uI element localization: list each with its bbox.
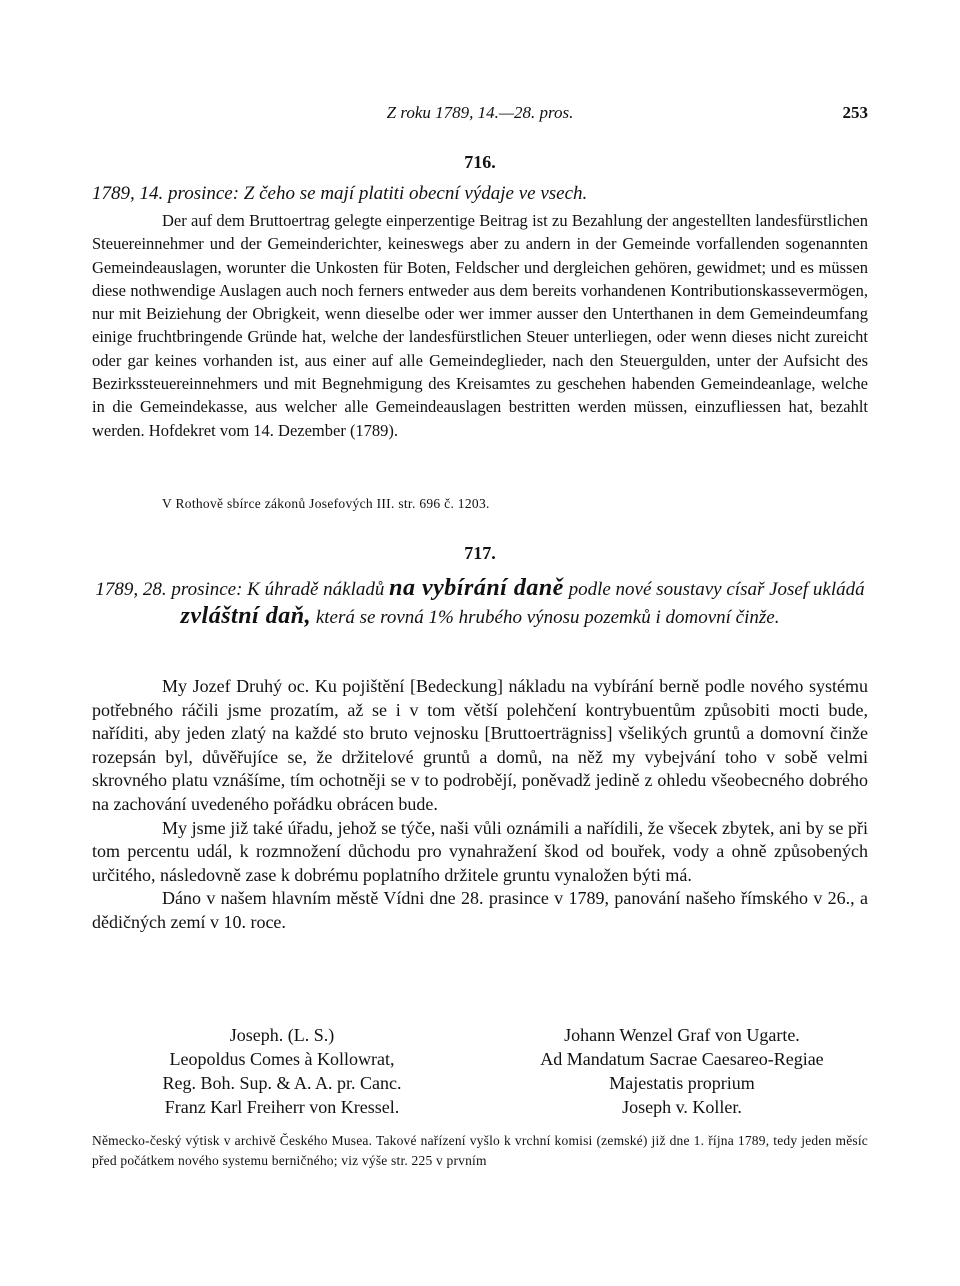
signature-line: Johann Wenzel Graf von Ugarte.: [564, 1025, 800, 1045]
signatures-right: [496, 1023, 868, 1119]
document-716-source: V Rothově sbírce zákonů Josefových III. str. 696 č. 1203.: [162, 496, 490, 511]
heading-emphasis-1: na vybírání daně: [389, 575, 564, 601]
document-number-716: 716.: [464, 152, 496, 172]
document-716-body: Der auf dem Bruttoertrag gelegte einperzentige Beitrag ist zu Bezahlung der angestellten landesfürstlichen Steuereinnehmer und der Gemeinderichter, keineswegs aber zu andern in der Gemeinde vorfallenden sogenannten Gemeindeauslagen, worunter die Unkosten für Boten, Feldscher und dergleichen gehören, gewidmet; und es müssen diese nothwendige Auslagen auch noch ferners entweder aus dem bereits vorhandenen Kontributionskassevermögen, nur mit Beiziehung der Obrigkeit, wenn dieselbe oder wer immer ausser den Unterthanen in dem Gemeindeumfang einige fruchtbringende Gründe hat, welche der landesfürstlichen Steuer unterliegen, oder wenn dieses nicht zureicht oder gar keines vorhanden ist, aus einer auf alle Gemeindeglieder, nach den Steuergulden, unter der Aufsicht des Bezirkssteuereinnehmers und mit Begnehmigung des Kreisamtes zu geschehen habenden Gemeindeanlage, welche in die Gemeindekasse, aus welcher alle Gemeindeauslagen bestritten werden müssen, einzufliessen hat, bezahlt werden. Hofdekret vom 14. Dezember (1789).: [92, 211, 868, 440]
signature-line: Joseph. (L. S.): [229, 1025, 335, 1045]
signature-line: Franz Karl Freiherr von Kressel.: [164, 1097, 400, 1117]
signatures-left: [92, 1023, 472, 1119]
heading-emphasis-2: zvláštní daň,: [180, 603, 312, 629]
signature-line: Leopoldus Comes à Kollowrat,: [169, 1049, 395, 1069]
signature-line: Reg. Boh. Sup. & A. A. pr. Canc.: [162, 1073, 402, 1093]
signature-line: Joseph v. Koller.: [622, 1097, 742, 1117]
heading-text-3: která se rovná 1% hrubého výnosu pozemků i domovní činže.: [315, 607, 780, 628]
signature-line: Majestatis proprium: [609, 1073, 755, 1093]
body-paragraph: Dáno v našem hlavním městě Vídni dne 28. prasince v 1789, panování našeho římského v 26., a dědičných zemí v 10. roce.: [92, 888, 868, 932]
document-717-body: [92, 675, 868, 935]
heading-text-1: 1789, 28. prosince: K úhradě nákladů: [95, 579, 385, 600]
document-717-heading: [92, 575, 868, 631]
body-paragraph: My Jozef Druhý oc. Ku pojištění [Bedeckung] nákladu na vybírání berně podle nového systému potřebného ráčili jsme prozatím, až se i v tom větší polehčení kontrybuentům způsobiti mocti bude, naříditi, aby jeden zlatý na každé sto bruto vejnosku [Bruttoerträgniss] všelikých gruntů a domovní činže rozepsán byl, důvěřujíce se, že držitelové gruntů a domů, na něž my vybejvání toho v sobě velmi skrovného platu vznášíme, tím ochotněji se v to podrobějí, poněvadž jedině z ohledu všeobecného dobrého na zachování uvedeného pořádku obrácen bude.: [92, 676, 868, 814]
heading-text-2: podle nové soustavy císař Josef ukládá: [568, 579, 865, 600]
footnote: Německo-český výtisk v archivě Českého Musea. Takové nařízení vyšlo k vrchní komisi (zemské) již dne 1. října 1789, tedy jeden měsíc před počátkem nového systemu berničného; viz výše str. 225 v prvním: [92, 1133, 868, 1168]
body-paragraph: My jsme již také úřadu, jehož se týče, naši vůli oznámili a nařídili, že všecek zbytek, ani by se při tom percentu udál, k rozmnožení důchodu pro vynahražení škod od bouřek, vody a ohně způsobených určitého, následovně zase k dobrému poplatního držitele gruntu vynaložen býti má.: [92, 817, 868, 885]
document-number-717: 717.: [464, 543, 496, 563]
running-title: Z roku 1789, 14.—28. pros.: [386, 103, 574, 122]
running-header: [92, 103, 868, 127]
page-number: 253: [842, 103, 868, 122]
document-716-heading: 1789, 14. prosince: Z čeho se mají platiti obecní výdaje ve vsech.: [92, 183, 588, 204]
signature-line: Ad Mandatum Sacrae Caesareo-Regiae: [540, 1049, 824, 1069]
